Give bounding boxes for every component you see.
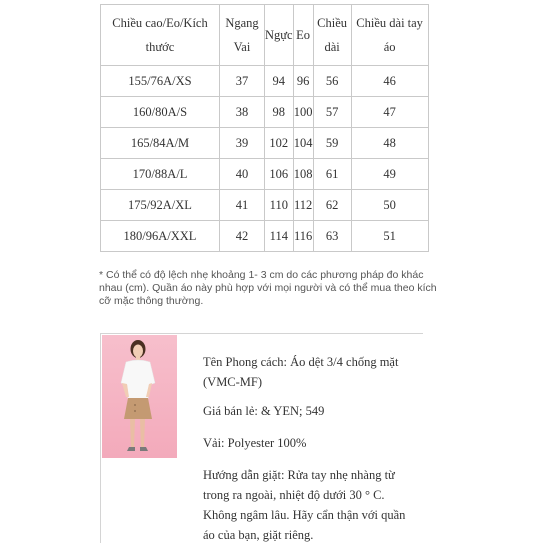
cell-waist: 100 (293, 97, 313, 128)
table-row (101, 190, 429, 221)
product-washing-instructions: Hướng dẫn giặt: Rửa tay nhẹ nhàng từ trong ra ngoài, nhiệt độ dưới 30 ° C. Không ngâm lâu. Hãy cẩn thận với quần áo của bạn, giặt riêng. (203, 468, 406, 542)
cell-length: 57 (313, 97, 351, 128)
table-row (101, 221, 429, 252)
header-size-line2: thước (145, 40, 175, 54)
header-size (101, 5, 220, 66)
header-length (313, 5, 351, 66)
size-chart-header-row (101, 5, 429, 66)
cell-sleeve: 50 (351, 190, 428, 221)
header-length-line1: Chiều (317, 16, 348, 30)
cell-length: 56 (313, 66, 351, 97)
table-row (101, 66, 429, 97)
cell-waist: 112 (293, 190, 313, 221)
cell-size: 180/96A/XXL (101, 221, 220, 252)
cell-shoulder: 41 (220, 190, 265, 221)
header-shoulder-line2: Vai (233, 40, 251, 54)
cell-shoulder: 42 (220, 221, 265, 252)
cell-chest: 114 (265, 221, 294, 252)
table-row (101, 128, 429, 159)
cell-shoulder: 39 (220, 128, 265, 159)
cell-shoulder: 37 (220, 66, 265, 97)
product-style-name: Tên Phong cách: Áo dệt 3/4 chống mặt (VMC-MF) (203, 355, 399, 389)
cell-sleeve: 46 (351, 66, 428, 97)
cell-size: 170/88A/L (101, 159, 220, 190)
cell-size: 155/76A/XS (101, 66, 220, 97)
size-note: * Có thể có độ lệch nhẹ khoảng 1- 3 cm do các phương pháp đo khác nhau (cm). Quần áo này phù hợp với mọi người và có thể mua theo kích cỡ mặc thông thường. (99, 269, 437, 307)
cell-chest: 106 (265, 159, 294, 190)
product-details (203, 352, 418, 557)
header-waist-line1: Eo (296, 28, 311, 42)
model-figure (102, 335, 177, 458)
table-row (101, 159, 429, 190)
cell-sleeve: 49 (351, 159, 428, 190)
table-row (101, 97, 429, 128)
header-sleeve (351, 5, 428, 66)
cell-sleeve: 51 (351, 221, 428, 252)
cell-chest: 102 (265, 128, 294, 159)
header-chest-line1: Ngực (265, 28, 293, 42)
header-shoulder-line1: Ngang (225, 16, 259, 30)
product-photo (102, 335, 177, 458)
cell-chest: 98 (265, 97, 294, 128)
cell-length: 62 (313, 190, 351, 221)
header-length-line2: dài (324, 40, 340, 54)
cell-length: 63 (313, 221, 351, 252)
cell-shoulder: 40 (220, 159, 265, 190)
cell-chest: 94 (265, 66, 294, 97)
header-sleeve-line2: áo (383, 40, 396, 54)
cell-length: 59 (313, 128, 351, 159)
cell-size: 165/84A/M (101, 128, 220, 159)
product-fabric: Vải: Polyester 100% (203, 436, 307, 450)
header-shoulder (220, 5, 265, 66)
cell-chest: 110 (265, 190, 294, 221)
header-chest (265, 5, 294, 66)
cell-size: 175/92A/XL (101, 190, 220, 221)
product-price: Giá bán lẻ: & YEN; 549 (203, 404, 325, 418)
size-chart-table (100, 4, 429, 252)
header-size-line1: Chiều cao/Eo/Kích (112, 16, 208, 30)
cell-length: 61 (313, 159, 351, 190)
cell-waist: 96 (293, 66, 313, 97)
cell-waist: 108 (293, 159, 313, 190)
cell-shoulder: 38 (220, 97, 265, 128)
product-info-card (100, 333, 423, 543)
cell-sleeve: 48 (351, 128, 428, 159)
cell-size: 160/80A/S (101, 97, 220, 128)
header-sleeve-line1: Chiều dài tay (356, 16, 423, 30)
header-waist (293, 5, 313, 66)
cell-sleeve: 47 (351, 97, 428, 128)
cell-waist: 116 (293, 221, 313, 252)
cell-waist: 104 (293, 128, 313, 159)
